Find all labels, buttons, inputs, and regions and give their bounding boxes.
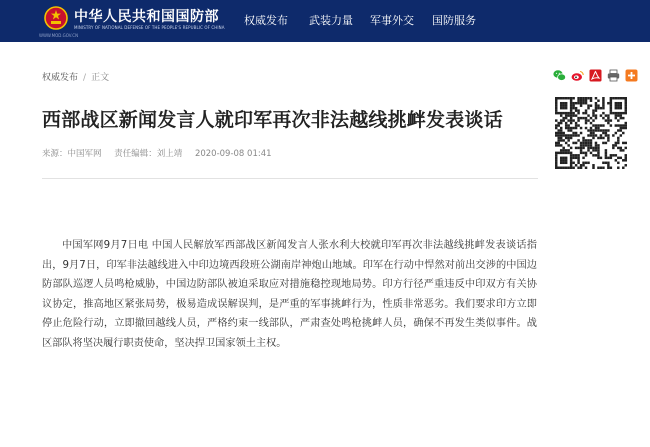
divider bbox=[42, 178, 538, 179]
weibo-icon[interactable] bbox=[571, 69, 584, 82]
wechat-icon[interactable] bbox=[553, 69, 566, 82]
breadcrumb-separator: / bbox=[83, 73, 87, 83]
site-name-en: MINISTRY OF NATIONAL DEFENSE OF THE PEOPLE'S REPUBLIC OF CHINA bbox=[74, 25, 225, 30]
national-emblem-icon[interactable] bbox=[44, 5, 68, 31]
nav-item-armed-forces[interactable]: 武装力量 bbox=[309, 14, 353, 27]
article-source: 来源：中国军网 bbox=[42, 149, 102, 159]
add-icon[interactable] bbox=[625, 69, 638, 82]
site-url: WWW.MOD.GOV.CN bbox=[39, 33, 79, 38]
breadcrumb bbox=[42, 70, 109, 83]
nav-item-authoritative-release[interactable]: 权威发布 bbox=[244, 14, 288, 27]
article-editor: 责任编辑：刘上靖 bbox=[114, 149, 183, 159]
breadcrumb-link-authoritative-release[interactable]: 权威发布 bbox=[42, 73, 79, 83]
nav-item-defense-services[interactable]: 国防服务 bbox=[432, 14, 476, 27]
qr-code-icon bbox=[555, 97, 627, 169]
nav-item-military-diplomacy[interactable]: 军事外交 bbox=[370, 14, 414, 27]
article-date: 2020-09-08 01:41 bbox=[194, 149, 272, 159]
breadcrumb-current: 正文 bbox=[91, 73, 110, 83]
top-header bbox=[0, 0, 650, 42]
article-body: 中国军网9月7日电 中国人民解放军西部战区新闻发言人张水利大校就印军再次非法越线挑衅发表谈话指出，9月7日，印军非法越线进入中印边境西段班公湖南岸神炮山地域。印军在行动中悍然对前出交涉的中国边防部队巡逻人员鸣枪威胁，中国边防部队被迫采取应对措施稳控现地局势。印方行径严重违反中印双方有关协议协定，推高地区紧张局势，极易造成误解误判，是严重的军事挑衅行为，性质非常恶劣。我们要求印方立即停止危险行动，立即撤回越线人员，严格约束一线部队，严肃查处鸣枪挑衅人员，确保不再发生类似事件。战区部队将坚决履行职责使命，坚决捍卫国家领土主权。 bbox=[42, 240, 537, 349]
article-title: 西部战区新闻发言人就印军再次非法越线挑衅发表谈话 bbox=[42, 109, 503, 131]
print-icon[interactable] bbox=[607, 69, 620, 82]
acrobat-icon[interactable] bbox=[589, 69, 602, 82]
article-meta bbox=[42, 147, 282, 159]
site-name-cn[interactable]: 中华人民共和国国防部 bbox=[74, 9, 219, 25]
